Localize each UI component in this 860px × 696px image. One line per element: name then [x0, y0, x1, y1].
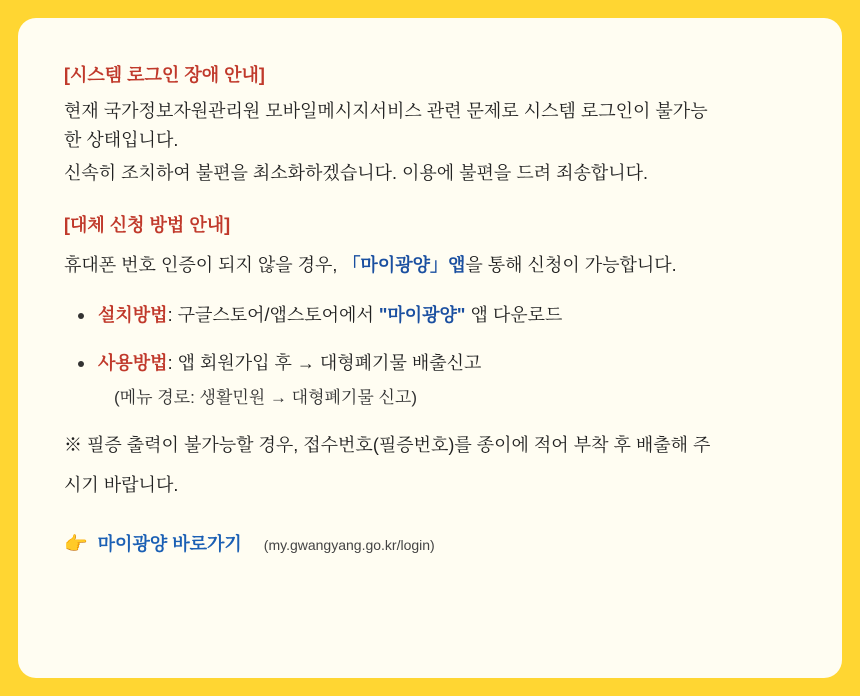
alternative-method-heading: [대체 신청 방법 안내]: [64, 215, 231, 236]
step-text-suffix: 앱 다운로드: [465, 304, 563, 325]
steps-list: [64, 301, 796, 412]
alternative-method-intro: [64, 251, 796, 280]
footnote-line2: 시기 바랍니다.: [64, 474, 179, 495]
notice-card: [18, 18, 842, 678]
step-text-prefix: : 구글스토어/앱스토어에서: [167, 304, 379, 325]
footnote-line1: ※ 필증 출력이 불가능할 경우, 접수번호(필증번호)를 종이에 적어 부착 후 배출해 주: [64, 435, 711, 456]
system-outage-body-line1: 현재 국가정보자원관리원 모바일메시지서비스 관련 문제로 시스템 로그인이 불가능: [64, 101, 708, 121]
system-outage-body-line3: 신속히 조치하여 불편을 최소화하겠습니다. 이용에 불편을 드려 죄송합니다.: [64, 163, 649, 184]
list-item: [64, 349, 796, 411]
system-outage-heading: [시스템 로그인 장애 안내]: [64, 65, 265, 85]
list-item: [64, 301, 796, 330]
system-outage-body-line2: 한 상태입니다.: [64, 130, 179, 151]
step-label: 설치방법: [98, 304, 168, 325]
step-highlight: "마이광양": [378, 304, 466, 325]
step-text-prefix: : 앱 회원가입 후 → 대형폐기물 배출신고: [167, 353, 482, 374]
alt-intro-suffix: 을 통해 신청이 가능합니다.: [465, 255, 677, 276]
my-gwangyang-link[interactable]: 마이광양 바로가기: [97, 533, 242, 554]
alt-intro-prefix: 휴대폰 번호 인증이 되지 않을 경우,: [64, 255, 343, 276]
my-gwangyang-url: (my.gwangyang.go.kr/login): [263, 536, 435, 553]
step-sub-text: (메뉴 경로: 생활민원 → 대형폐기물 신고): [114, 388, 417, 408]
alt-intro-app-name: 「마이광양」앱: [342, 255, 466, 276]
pointing-hand-icon: 👉: [64, 533, 88, 555]
step-label: 사용방법: [98, 353, 168, 374]
app-link-row[interactable]: [64, 530, 796, 556]
